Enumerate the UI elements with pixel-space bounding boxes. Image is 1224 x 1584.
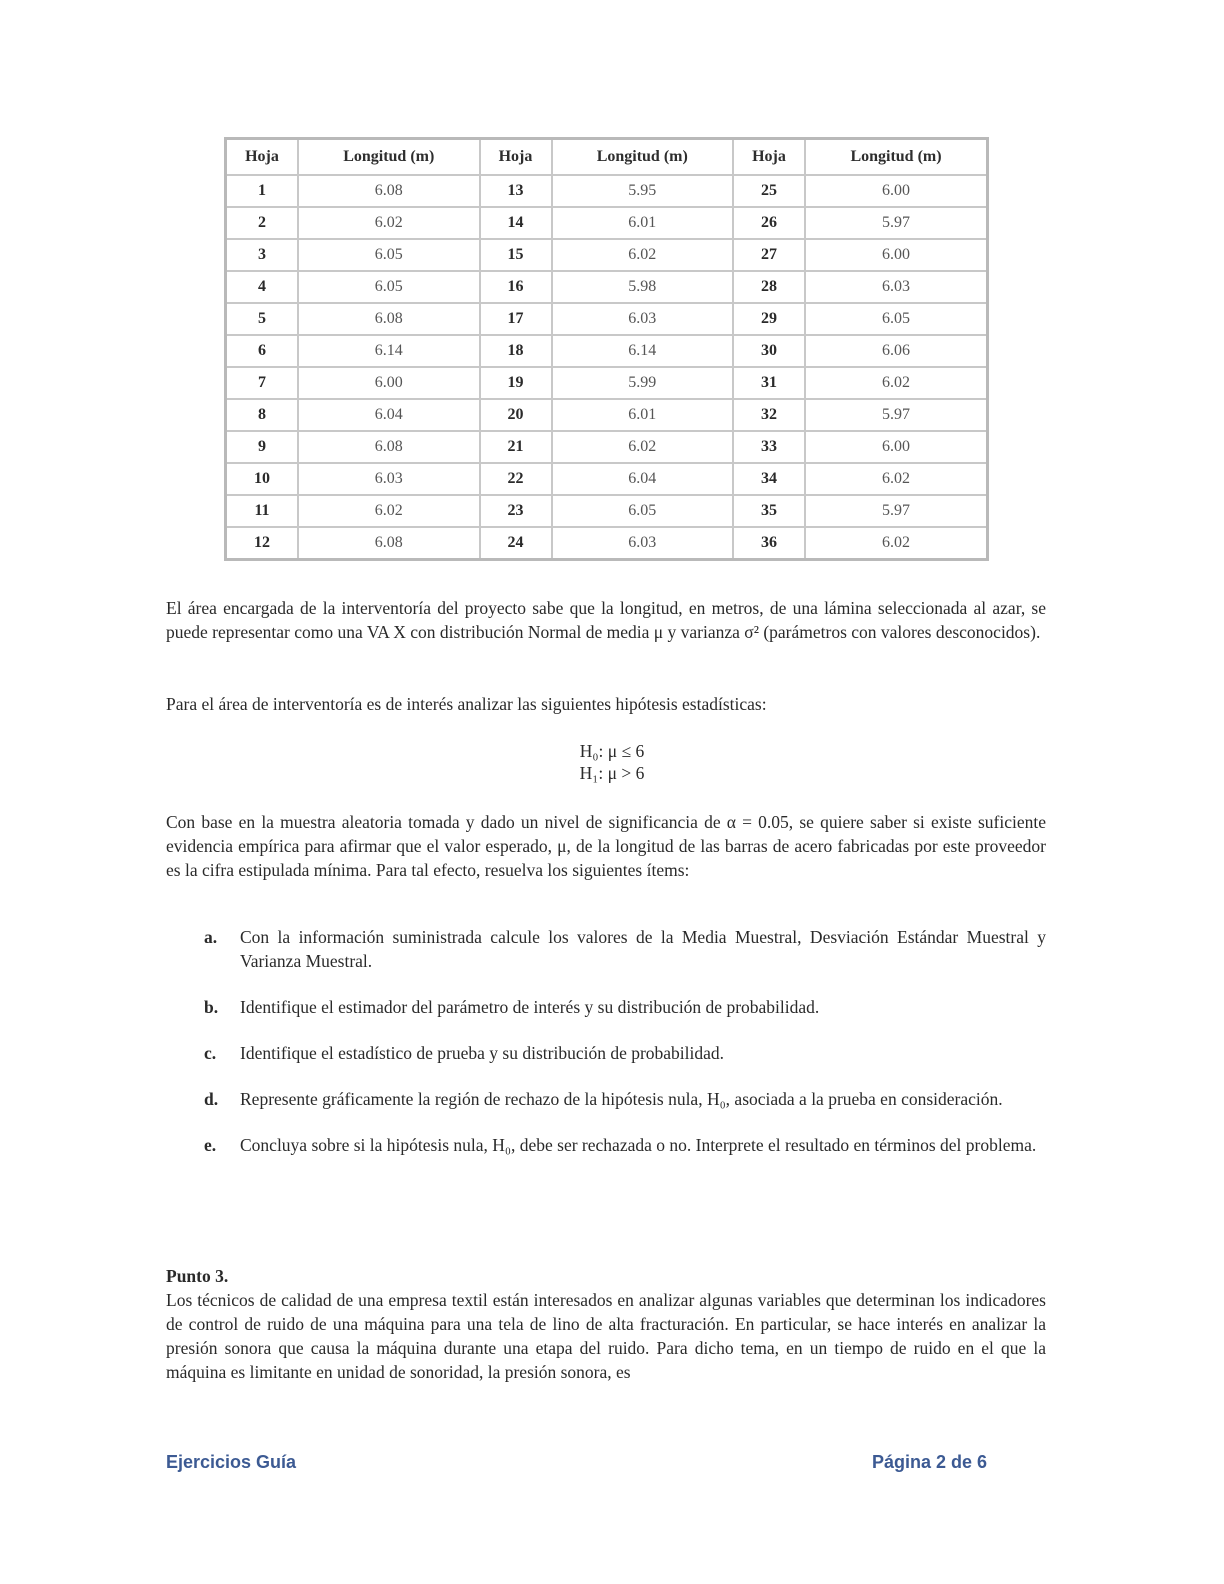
sheet-length-cell: 6.02 — [552, 431, 734, 463]
sheet-id-cell: 23 — [480, 495, 552, 527]
task-text: Con la información suministrada calcule los valores de la Media Muestral, Desviación Estándar Muestral y Varianza Muestral. — [240, 927, 1046, 971]
sheet-id-cell: 22 — [480, 463, 552, 495]
sheet-id-cell: 12 — [226, 527, 299, 560]
sheet-length-cell: 6.08 — [298, 303, 480, 335]
sheet-length-cell: 6.00 — [805, 175, 988, 207]
null-hypothesis: H₀: μ ≤ 6 — [579, 741, 645, 761]
hypotheses — [0, 740, 1224, 784]
sheet-id-cell: 32 — [733, 399, 805, 431]
table-row — [226, 495, 988, 527]
sheet-length-cell: 6.00 — [298, 367, 480, 399]
sheet-id-cell: 24 — [480, 527, 552, 560]
sheet-id-cell: 27 — [733, 239, 805, 271]
sheet-id-cell: 8 — [226, 399, 299, 431]
sheet-id-cell: 26 — [733, 207, 805, 239]
sheet-length-cell: 6.14 — [552, 335, 734, 367]
task-item — [200, 1133, 1046, 1157]
sheet-id-cell: 9 — [226, 431, 299, 463]
header-longitud-3: Longitud (m) — [805, 139, 988, 176]
task-item — [200, 1087, 1046, 1111]
sheet-length-cell: 6.00 — [805, 239, 988, 271]
table-header-row — [226, 139, 988, 176]
sheet-length-cell: 6.01 — [552, 399, 734, 431]
sheet-length-cell: 6.06 — [805, 335, 988, 367]
sheet-id-cell: 33 — [733, 431, 805, 463]
sheet-id-cell: 28 — [733, 271, 805, 303]
header-hoja-1: Hoja — [226, 139, 299, 176]
sheet-length-cell: 5.99 — [552, 367, 734, 399]
sheet-id-cell: 18 — [480, 335, 552, 367]
table-row — [226, 527, 988, 560]
sheet-length-cell: 6.02 — [805, 527, 988, 560]
sheet-length-cell: 6.05 — [805, 303, 988, 335]
task-marker: c. — [204, 1043, 217, 1063]
task-marker: b. — [204, 997, 219, 1017]
header-hoja-3: Hoja — [733, 139, 805, 176]
sheet-length-cell: 6.02 — [805, 367, 988, 399]
task-text: Concluya sobre si la hipótesis nula, H₀, debe ser rechazada o no. Interprete el resultado en términos del problema. — [240, 1135, 1037, 1155]
footer-page-number: Página 2 de 6 — [872, 1452, 988, 1472]
sheet-id-cell: 21 — [480, 431, 552, 463]
sheet-length-cell: 6.08 — [298, 431, 480, 463]
task-item — [200, 1041, 1046, 1065]
table-row — [226, 367, 988, 399]
sheet-id-cell: 7 — [226, 367, 299, 399]
sheet-id-cell: 30 — [733, 335, 805, 367]
table-row — [226, 303, 988, 335]
sheet-id-cell: 4 — [226, 271, 299, 303]
sheet-length-cell: 5.98 — [552, 271, 734, 303]
sheet-length-cell: 5.97 — [805, 207, 988, 239]
sheet-length-cell: 6.05 — [298, 271, 480, 303]
sheet-length-cell: 6.00 — [805, 431, 988, 463]
sheet-length-cell: 5.97 — [805, 495, 988, 527]
task-item — [200, 925, 1046, 973]
section-title: Punto 3. — [166, 1266, 229, 1286]
header-hoja-2: Hoja — [480, 139, 552, 176]
sheet-id-cell: 3 — [226, 239, 299, 271]
table-row — [226, 207, 988, 239]
sheet-length-cell: 5.97 — [805, 399, 988, 431]
table-row — [226, 335, 988, 367]
sheet-length-cell: 6.05 — [298, 239, 480, 271]
sheet-id-cell: 35 — [733, 495, 805, 527]
footer-title: Ejercicios Guía — [166, 1452, 297, 1472]
table-row — [226, 175, 988, 207]
sheet-id-cell: 11 — [226, 495, 299, 527]
table-row — [226, 399, 988, 431]
sheet-length-cell: 6.03 — [805, 271, 988, 303]
sheet-length-cell: 6.02 — [805, 463, 988, 495]
sheet-length-cell: 6.03 — [298, 463, 480, 495]
sheet-id-cell: 16 — [480, 271, 552, 303]
task-text: Identifique el estimador del parámetro de interés y su distribución de probabilidad. — [240, 997, 820, 1017]
task-marker: e. — [204, 1135, 217, 1155]
sheet-id-cell: 17 — [480, 303, 552, 335]
sheet-length-cell: 6.02 — [552, 239, 734, 271]
sheet-length-table — [224, 137, 989, 561]
task-item — [200, 995, 1046, 1019]
sheet-id-cell: 13 — [480, 175, 552, 207]
task-text: Identifique el estadístico de prueba y su distribución de probabilidad. — [240, 1043, 725, 1063]
paragraph-hypotheses-intro: Para el área de interventoría es de interés analizar las siguientes hipótesis estadísticas: — [166, 694, 767, 714]
sheet-id-cell: 20 — [480, 399, 552, 431]
paragraph-instructions: Con base en la muestra aleatoria tomada y dado un nivel de significancia de α = 0.05, se quiere saber si existe suficiente evidencia empírica para afirmar que el valor esperado, μ, de la longitud de las barras de acero fabricadas por este proveedor es la cifra estipulada mínima. Para tal efecto, resuelva los siguientes ítems: — [166, 812, 1046, 880]
sheet-id-cell: 36 — [733, 527, 805, 560]
sheet-length-cell: 6.02 — [298, 207, 480, 239]
sheet-id-cell: 5 — [226, 303, 299, 335]
table-row — [226, 463, 988, 495]
paragraph-intro: El área encargada de la interventoría del proyecto sabe que la longitud, en metros, de una lámina seleccionada al azar, se puede representar como una VA X con distribución Normal de media μ y varianza σ² (parámetros con valores desconocidos). — [166, 598, 1046, 642]
sheet-id-cell: 10 — [226, 463, 299, 495]
sheet-length-cell: 6.01 — [552, 207, 734, 239]
sheet-id-cell: 29 — [733, 303, 805, 335]
header-longitud-2: Longitud (m) — [552, 139, 734, 176]
sheet-length-cell: 6.04 — [298, 399, 480, 431]
sheet-length-cell: 6.05 — [552, 495, 734, 527]
sheet-length-cell: 6.02 — [298, 495, 480, 527]
table-row — [226, 239, 988, 271]
sheet-id-cell: 6 — [226, 335, 299, 367]
sheet-id-cell: 2 — [226, 207, 299, 239]
sheet-id-cell: 15 — [480, 239, 552, 271]
task-list — [200, 925, 1046, 1179]
task-marker: d. — [204, 1089, 219, 1109]
task-marker: a. — [204, 927, 218, 947]
header-longitud-1: Longitud (m) — [298, 139, 480, 176]
sheet-length-cell: 6.08 — [298, 527, 480, 560]
sheet-length-cell: 5.95 — [552, 175, 734, 207]
table-row — [226, 431, 988, 463]
table-row — [226, 271, 988, 303]
sheet-id-cell: 25 — [733, 175, 805, 207]
sheet-length-cell: 6.14 — [298, 335, 480, 367]
alternative-hypothesis: H₁: μ > 6 — [579, 763, 645, 783]
sheet-length-cell: 6.04 — [552, 463, 734, 495]
sheet-length-cell: 6.03 — [552, 303, 734, 335]
sheet-length-cell: 6.03 — [552, 527, 734, 560]
task-text: Represente gráficamente la región de rechazo de la hipótesis nula, H₀, asociada a la prueba en consideración. — [240, 1089, 1003, 1109]
section-paragraph: Los técnicos de calidad de una empresa textil están interesados en analizar algunas variables que determinan los indicadores de control de ruido de una máquina para una tela de lino de alta fracturación. En particular, se hace interés en analizar la presión sonora que causa la máquina durante una etapa del ruido. Para dicho tema, en un tiempo de ruido en el que la máquina es limitante en unidad de sonoridad, la presión sonora, es — [166, 1290, 1046, 1382]
sheet-id-cell: 14 — [480, 207, 552, 239]
sheet-id-cell: 31 — [733, 367, 805, 399]
sheet-id-cell: 19 — [480, 367, 552, 399]
sheet-length-cell: 6.08 — [298, 175, 480, 207]
sheet-id-cell: 1 — [226, 175, 299, 207]
sheet-id-cell: 34 — [733, 463, 805, 495]
table-body — [226, 175, 988, 560]
